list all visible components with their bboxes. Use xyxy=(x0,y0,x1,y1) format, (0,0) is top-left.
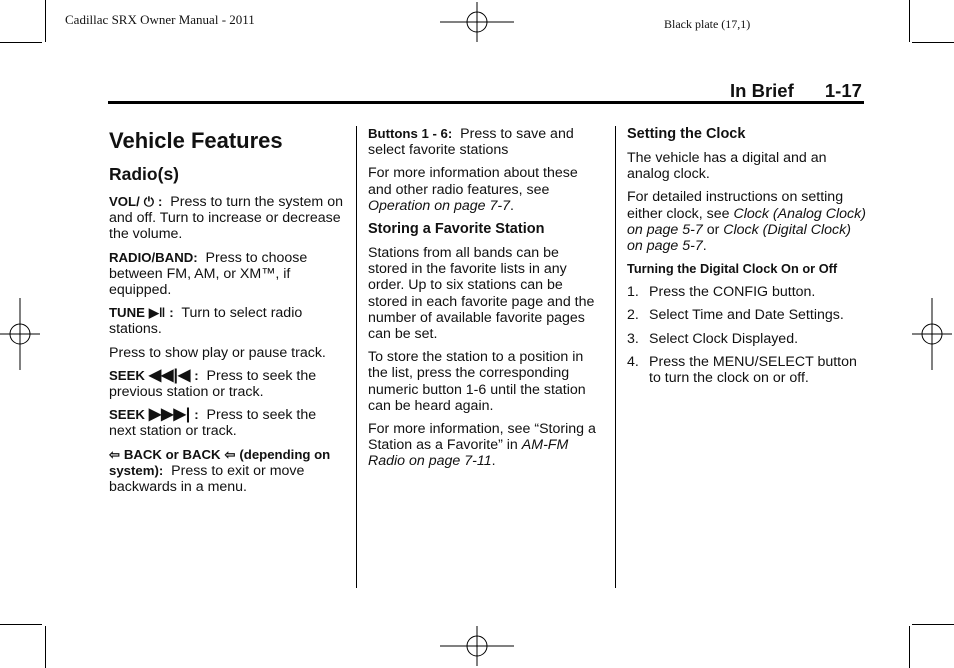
seek-next-text: Press to seek the next station or track. xyxy=(109,407,317,440)
list-item: 1. Press the CONFIG button. xyxy=(627,284,816,301)
crop-mark xyxy=(912,624,954,625)
favorite-p2: To store the station to a position in the list, press the corresponding numeric button 1-6 until the station can be heard again. xyxy=(368,349,586,414)
tune-label: TUNE xyxy=(109,305,145,321)
cross-reference: AM-FM Radio on page 7-11 xyxy=(368,437,569,470)
power-icon: ⏻ xyxy=(143,194,155,209)
column-1 xyxy=(109,126,344,502)
column-divider xyxy=(356,126,357,588)
tune-press-paragraph: Press to show play or pause track. xyxy=(109,344,326,361)
section-title: In Brief xyxy=(730,80,794,101)
crop-mark xyxy=(909,626,910,668)
back-paragraph xyxy=(109,447,344,496)
crop-mark xyxy=(0,42,42,43)
page-number: 1-17 xyxy=(824,80,862,101)
clock-steps-list xyxy=(627,284,867,386)
vol-text: Press to turn the system on and off. Turn to increase or decrease the volume. xyxy=(109,194,343,243)
plate-label: Black plate (17,1) xyxy=(664,17,751,31)
favorite-p1: Stations from all bands can be stored in the favorite lists in any order. Up to six stations can be stored in each favorite page and the number of available favorite pages can be set. xyxy=(368,245,595,343)
registration-mark-icon xyxy=(440,2,514,42)
crop-mark xyxy=(45,0,46,42)
registration-mark-icon xyxy=(912,298,952,370)
back-arrow-icon: ⇦ xyxy=(109,446,120,462)
digital-clock-subheading: Turning the Digital Clock On or Off xyxy=(627,261,838,277)
clock-p2: For detailed instructions on setting either clock, see Clock (Analog Clock) on page 5-7 or Clock (Digital Clock) on page 5-7. xyxy=(627,189,866,255)
seek-prev-paragraph: SEEK ◀◀|◀ : Press to seek the previous station or track. xyxy=(109,366,317,401)
seek-label: SEEK xyxy=(109,407,145,423)
tune-text: Turn to select radio stations. xyxy=(109,305,303,338)
header-rule xyxy=(108,101,864,104)
list-item: 3. Select Clock Displayed. xyxy=(627,330,799,347)
crop-mark xyxy=(912,42,954,43)
clock-heading: Setting the Clock xyxy=(627,126,746,142)
registration-mark-icon xyxy=(440,626,514,666)
radioband-text: Press to choose between FM, AM, or XM™, if equipped. xyxy=(109,249,308,299)
crop-mark xyxy=(0,624,42,625)
crop-mark xyxy=(909,0,910,42)
back-arrow-icon: ⇦ xyxy=(224,446,236,462)
registration-mark-icon xyxy=(0,298,40,370)
radioband-paragraph xyxy=(109,250,344,299)
buttons-label: Buttons 1 - 6: xyxy=(368,126,453,141)
radioband-label: RADIO/BAND: xyxy=(109,249,198,265)
seek-label: SEEK xyxy=(109,367,145,383)
play-pause-icon: ▶‖ xyxy=(148,305,166,321)
list-item: 2. Select Time and Date Settings. xyxy=(627,307,844,324)
clock-p1: The vehicle has a digital and an analog clock. xyxy=(627,150,827,183)
page-title: Vehicle Features xyxy=(109,128,283,153)
back-label-cont: (depending on system): xyxy=(109,446,331,478)
favorite-heading: Storing a Favorite Station xyxy=(368,221,545,238)
favorite-p3: For more information, see “Storing a Station as a Favorite” in AM-FM Radio on page 7-11. xyxy=(368,421,596,470)
cross-reference: Operation on page 7-7 xyxy=(368,197,510,214)
back-text: Press to exit or move backwards in a menu. xyxy=(109,462,305,496)
seek-forward-icon: ▶▶▶| xyxy=(148,406,191,424)
column-divider xyxy=(615,126,616,588)
more-info-paragraph: For more information about these and other radio features, see Operation on page 7-7. xyxy=(368,165,578,214)
cross-reference: Clock (Digital Clock) on page 5-7 xyxy=(627,221,851,255)
list-item: 4. Press the MENU/SELECT button to turn the clock on or off. xyxy=(627,353,857,387)
section-heading: Radio(s) xyxy=(109,164,179,184)
buttons-text: Press to save and select favorite stations xyxy=(368,126,574,159)
vol-paragraph: VOL/ ⏻ : Press to turn the system on and off. Turn to increase or decrease the volume. xyxy=(109,194,343,243)
crop-mark xyxy=(45,626,46,668)
cross-reference: Clock (Analog Clock) on page 5-7 xyxy=(627,205,866,238)
seek-prev-text: Press to seek the previous station or track. xyxy=(109,367,317,401)
buttons-paragraph xyxy=(368,126,596,158)
column-3 xyxy=(627,126,867,393)
manual-title: Cadillac SRX Owner Manual - 2011 xyxy=(65,12,255,27)
tune-paragraph: TUNE ▶‖ : Turn to select radio stations. xyxy=(109,305,303,338)
column-2 xyxy=(368,126,596,477)
vol-label: VOL/ xyxy=(109,194,140,209)
seek-next-paragraph: SEEK ▶▶▶| : Press to seek the next station or track. xyxy=(109,406,317,440)
seek-back-icon: ◀◀|◀ xyxy=(148,366,191,384)
back-label: BACK or BACK xyxy=(123,446,221,462)
running-header xyxy=(730,80,862,102)
